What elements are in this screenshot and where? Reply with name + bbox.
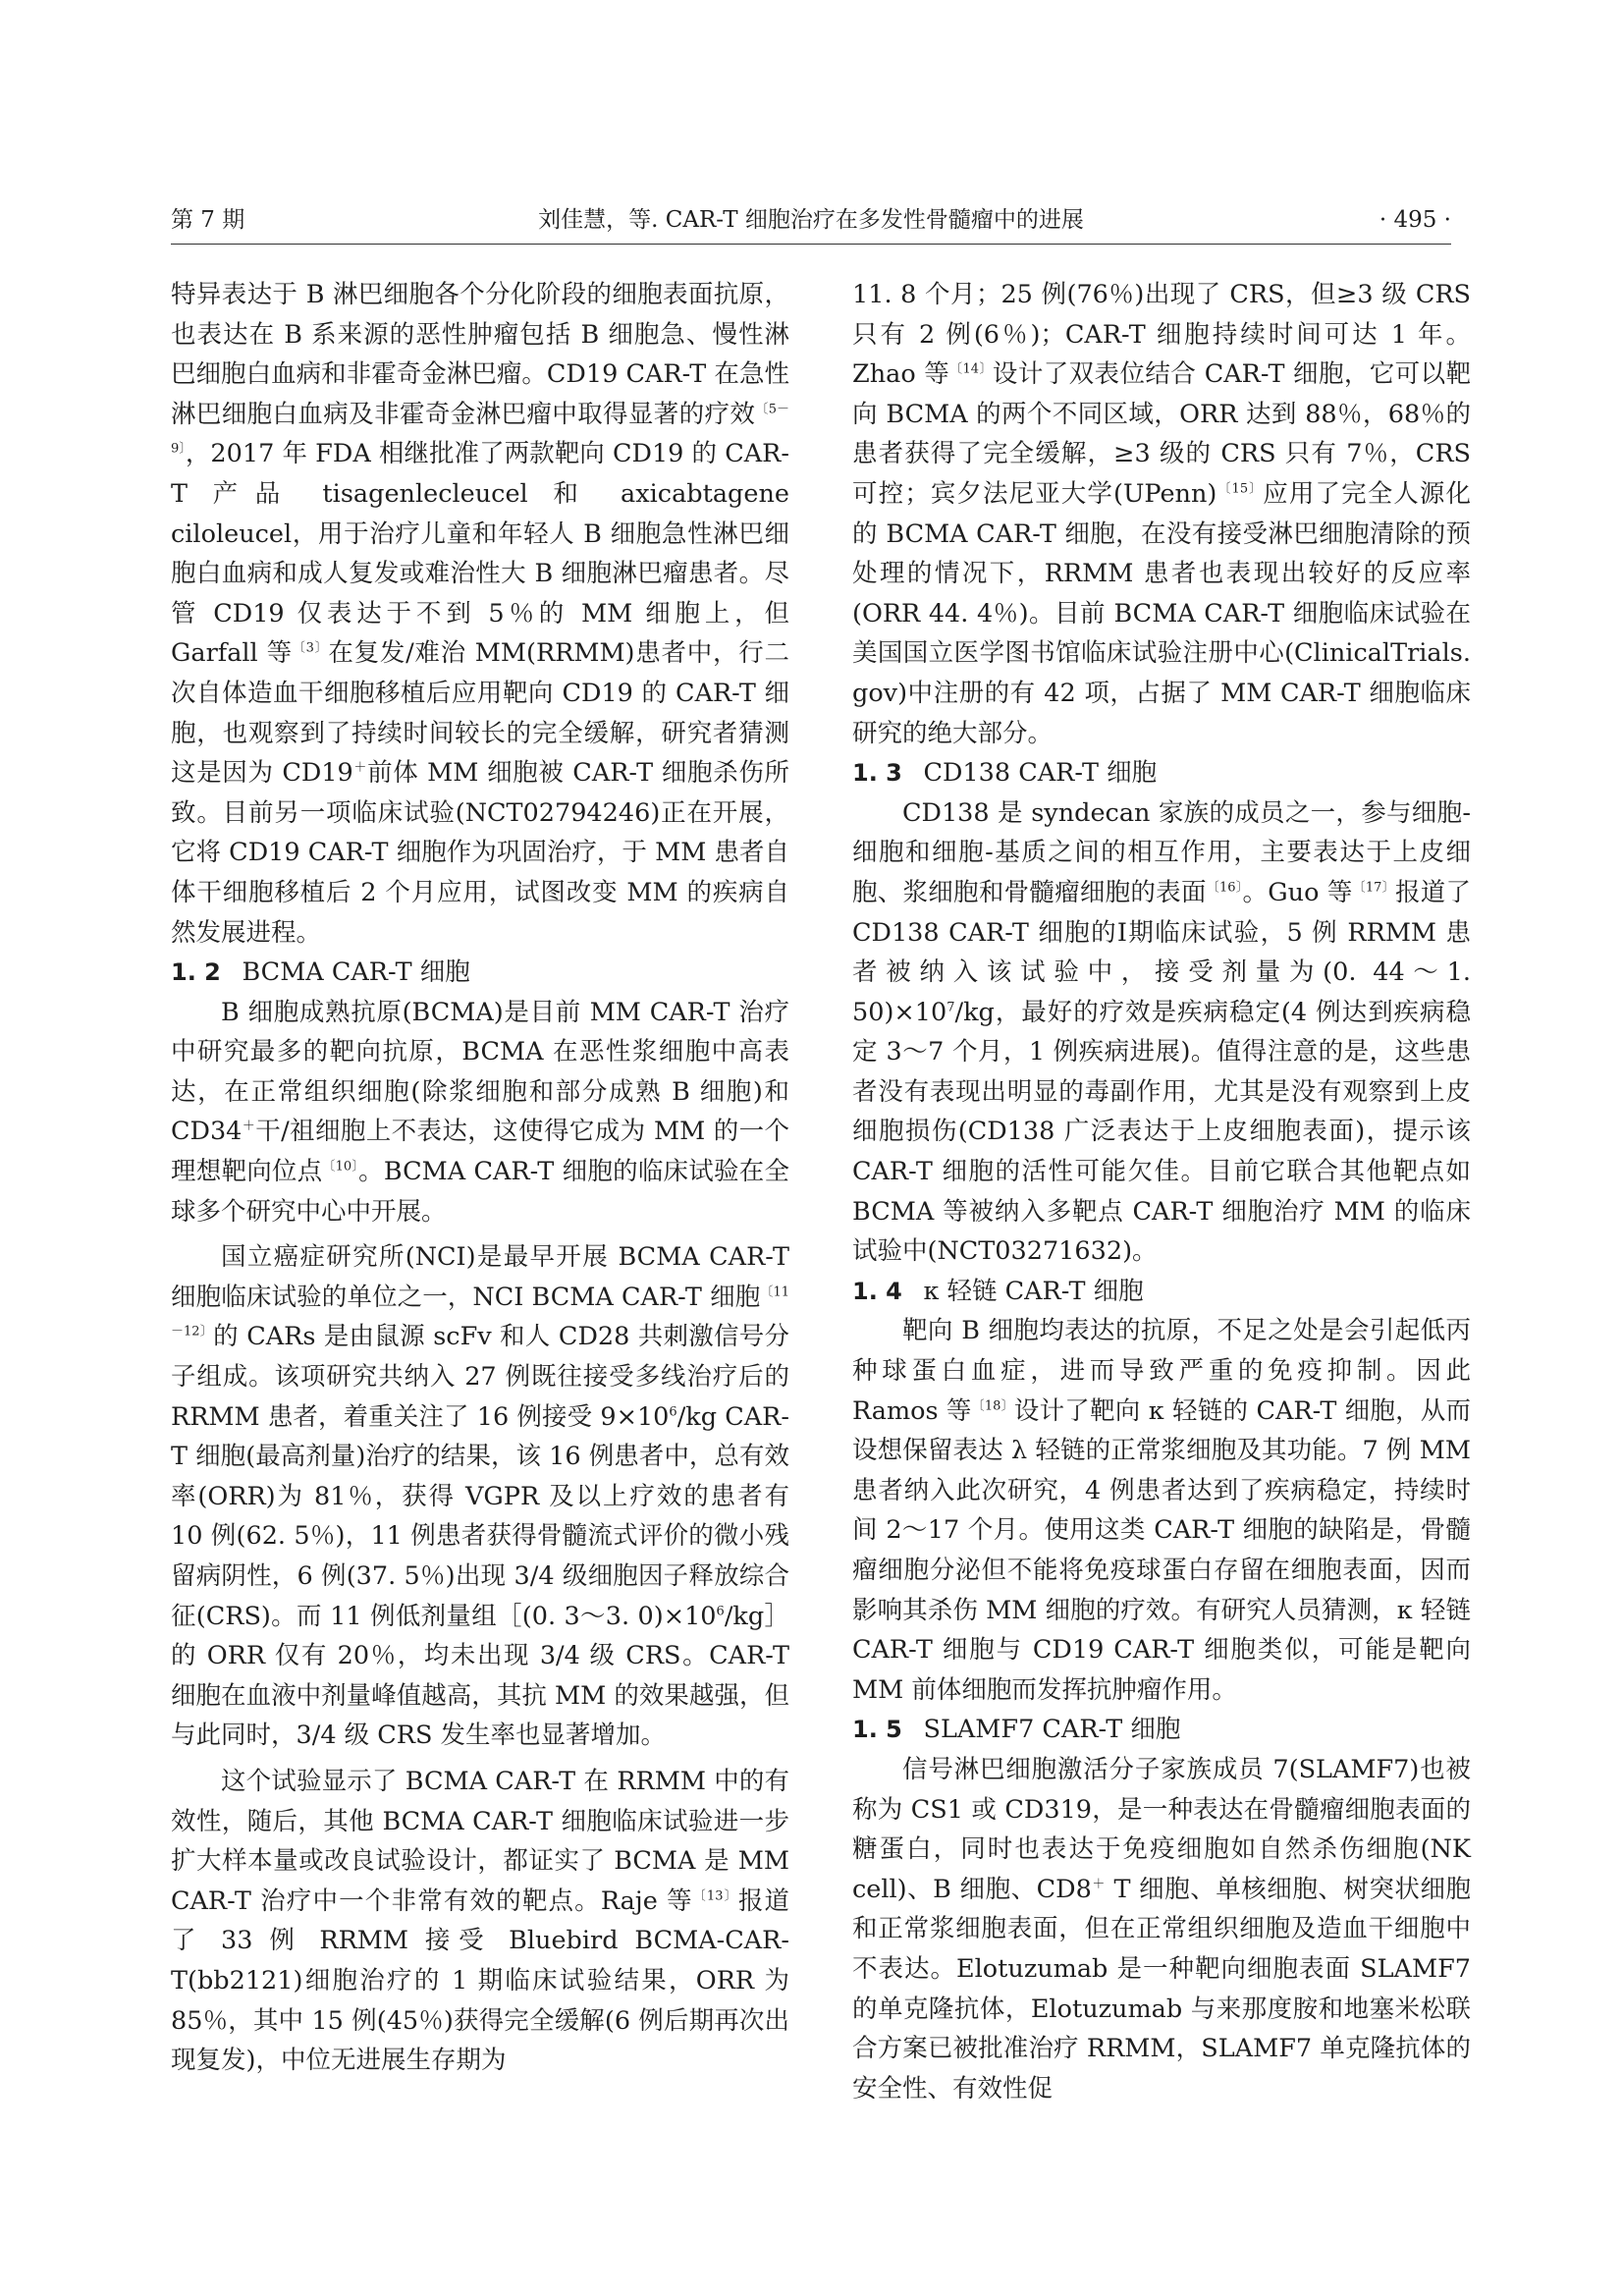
citation: 〔16〕 — [1206, 880, 1243, 896]
superscript: ＋ — [242, 1119, 256, 1134]
citation: 〔11－12〕 — [171, 1285, 789, 1339]
header-rule — [171, 244, 1451, 245]
paragraph: B 细胞成熟抗原(BCMA)是目前 MM CAR-T 治疗中研究最多的靶向抗原，BCMA 在恶性浆细胞中高表达，在正常组织细胞(除浆细胞和部分成熟 B 细胞)和 CD34＋干/祖细胞上不表达，这使得它成为 MM 的一个理想靶向位点$^{〔10〕}$。BCMA CAR-T 细胞的临床试验在全球多个研究中心中开展。 — [171, 997, 789, 1227]
citation: 〔10〕 — [322, 1159, 359, 1175]
section-heading-1-5: 1. 5 SLAMF7 CAR-T 细胞 — [852, 1715, 1181, 1745]
issue-number: 第 7 期 — [171, 207, 245, 233]
superscript: ＋ — [352, 760, 368, 776]
section-heading-1-2: 1. 2 BCMA CAR-T 细胞 — [171, 957, 470, 988]
left-column — [171, 275, 789, 2081]
right-column — [852, 275, 1471, 2108]
page-number: · 495 · — [1379, 207, 1451, 233]
running-header — [171, 200, 1451, 240]
superscript: ＋ — [1091, 1877, 1106, 1892]
section-heading-1-3: 1. 3 CD138 CAR-T 细胞 — [852, 758, 1158, 789]
paragraph: 信号淋巴细胞激活分子家族成员 7(SLAMF7)也被称为 CS1 或 CD319，是一种表达在骨髓瘤细胞表面的糖蛋白，同时也表达于免疫细胞如自然杀伤细胞(NK cell)、B 细胞、CD8＋ T 细胞、单核细胞、树突状细胞和正常浆细胞表面，但在正常组织细胞及造血干细胞中不表达。Elotuzumab 是一种靶向细胞表面 SLAMF7 的单克隆抗体，Elotuzumab 与来那度胺和地塞米松联合方案已被批准治疗 RRMM，SLAMF7 单克隆抗体的安全性、有效性促 — [852, 1754, 1471, 2104]
superscript: 7 — [946, 1000, 955, 1015]
citation: 〔3〕 — [292, 640, 329, 656]
paragraph: CD138 是 syndecan 家族的成员之一，参与细胞-细胞和细胞-基质之间的相互作用，主要表达于上皮细胞、浆细胞和骨髓瘤细胞的表面$^{〔16〕}$。Guo 等$^{〔17〕}$报道了 CD138 CAR-T 细胞的Ⅰ期临床试验，5 例 RRMM 患者被纳入该试验中，接受剂量为(0. 44～1. $50)\times 10^7/kg$，最好的疗效是疾病稳定(4 例达到疾病稳定 3～7 个月，1 例疾病进展)。值得注意的是，这些患者没有表现出明显的毒副作用，尤其是没有观察到上皮细胞损伤(CD138 广泛表达于上皮细胞表面)，提示该 CAR-T 细胞的活性可能欠佳。目前它联合其他靶点如 BCMA 等被纳入多靶点 CAR-T 细胞治疗 MM 的临床试验中(NCT03271632)。 — [852, 797, 1471, 1267]
paragraph: 靶向 B 细胞均表达的抗原，不足之处是会引起低丙种球蛋白血症，进而导致严重的免疫抑制。因此 Ramos 等$^{〔18〕}$设计了靶向 κ 轻链的 CAR-T 细胞，从而设想保留表达 λ 轻链的正常浆细胞及其功能。7 例 MM 患者纳入此次研究，4 例患者达到了疾病稳定，持续时间 2～17 个月。使用这类 CAR-T 细胞的缺陷是，骨髓瘤细胞分泌但不能将免疫球蛋白存留在细胞表面，因而影响其杀伤 MM 细胞的疗效。有研究人员猜测，κ 轻链 CAR-T 细胞与 CD19 CAR-T 细胞类似，可能是靶向 MM 前体细胞而发挥抗肿瘤作用。 — [852, 1316, 1472, 1705]
citation: 〔14〕 — [949, 361, 993, 377]
citation: 〔5－9〕 — [171, 402, 789, 457]
citation: 〔15〕 — [1216, 481, 1264, 497]
running-title: 刘佳慧，等. CAR-T 细胞治疗在多发性骨髓瘤中的进展 — [538, 207, 1084, 233]
paragraph: 这个试验显示了 BCMA CAR-T 在 RRMM 中的有效性，随后，其他 BCMA CAR-T 细胞临床试验进一步扩大样本量或改良试验设计，都证实了 BCMA 是 MM CAR-T 治疗中一个非常有效的靶点。Raje 等$^{〔13〕}$报道了 33 例 RRMM 接受 Bluebird BCMA-CAR-T(bb2121)细胞治疗的 1 期临床试验结果，ORR 为 85％，其中 15 例(45％)获得完全缓解(6 例后期再次出现复发)，中位无进展生存期为 — [171, 1766, 789, 2076]
paragraph: 特异表达于 B 淋巴细胞各个分化阶段的细胞表面抗原，也表达在 B 系来源的恶性肿瘤包括 B 细胞急、慢性淋巴细胞白血病和非霍奇金淋巴瘤。CD19 CAR-T 在急性淋巴细胞白血病及非霍奇金淋巴瘤中取得显著的疗效$^{〔5-9〕}$，2017 年 FDA 相继批准了两款靶向 CD19 的 CAR-T 产品 tisagenlecleucel 和 axicabtagene ciloleucel，用于治疗儿童和年轻人 B 细胞急性淋巴细胞白血病和成人复发或难治性大 B 细胞淋巴瘤患者。尽管 CD19 仅表达于不到 5％的 MM 细胞上，但 Garfall 等$^{〔3〕}$在复发/难治 MM(RRMM)患者中，行二次自体造血干细胞移植后应用靶向 CD19 的 CAR-T 细胞，也观察到了持续时间较长的完全缓解，研究者猜测这是因为 CD19＋前体 MM 细胞被 CAR-T 细胞杀伤所致。目前另一项临床试验(NCT02794246)正在开展，它将 CD19 CAR-T 细胞作为巩固治疗，于 MM 患者自体干细胞移植后 2 个月应用，试图改变 MM 的疾病自然发展进程。 — [171, 280, 789, 948]
paragraph: 国立癌症研究所(NCI)是最早开展 BCMA CAR-T 细胞临床试验的单位之一，NCI BCMA CAR-T 细胞$^{〔11-12〕}$的 CARs 是由鼠源 scFv 和人 CD28 共刺激信号分子组成。该项研究共纳入 27 例既往接受多线治疗后的 RRMM 患者，着重关注了 16 例接受 $9\times 10^6/kg$ CAR-T 细胞(最高剂量)治疗的结果，该 16 例患者中，总有效率(ORR)为 81％，获得 VGPR 及以上疗效的患者有 10 例(62. 5％)，11 例患者获得骨髓流式评价的微小残留病阴性，6 例(37. 5％)出现 3/4 级细胞因子释放综合征(CRS)。而 11 例低剂量组［(0. 3～3. $0)\times 10^6/kg]$的 ORR 仅有 20％，均未出现 3/4 级 CRS。CAR-T 细胞在血液中剂量峰值越高，其抗 MM 的效果越强，但与此同时，3/4 级 CRS 发生率也显著增加。 — [171, 1242, 790, 1751]
citation: 〔17〕 — [1352, 880, 1395, 896]
superscript: 6 — [669, 1404, 677, 1420]
section-heading-1-4: 1. 4 κ 轻链 CAR-T 细胞 — [852, 1276, 1144, 1306]
paragraph: 11. 8 个月；25 例(76％)出现了 CRS，但≥3 级 CRS 只有 2 例(6％)；CAR-T 细胞持续时间可达 1 年。Zhao 等$^{〔14〕}$设计了双表位结合 CAR-T 细胞，它可以靶向 BCMA 的两个不同区域，ORR 达到 88％，68％的患者获得了完全缓解，≥3 级的 CRS 只有 7％，CRS 可控；宾夕法尼亚大学(UPenn)$^{〔15〕}$应用了完全人源化的 BCMA CAR-T 细胞，在没有接受淋巴细胞清除的预处理的情况下，RRMM 患者也表现出较好的反应率(ORR 44. 4％)。目前 BCMA CAR-T 细胞临床试验在美国国立医学图书馆临床试验注册中心(ClinicalTrials. gov)中注册的有 42 项，占据了 MM CAR-T 细胞临床研究的绝大部分。 — [852, 280, 1471, 748]
citation: 〔18〕 — [971, 1398, 1014, 1414]
citation: 〔13〕 — [692, 1888, 738, 1904]
superscript: 6 — [716, 1604, 725, 1619]
